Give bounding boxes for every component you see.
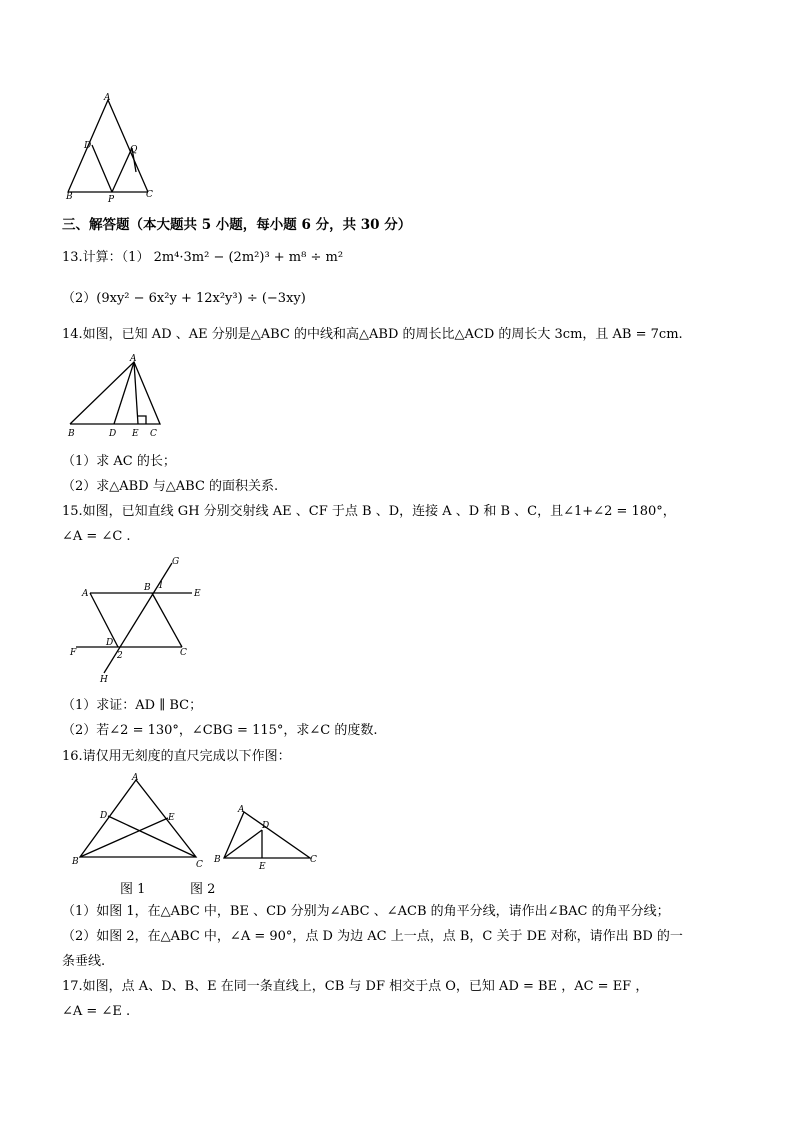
fig15-label-2: 2 (117, 651, 123, 661)
fig-label-b: B (66, 192, 73, 202)
fig14-label-d: D (109, 429, 117, 439)
fig-label-c: C (146, 190, 153, 200)
q16-sub2b: 条垂线. (62, 954, 106, 969)
q16-stem: 16.请仅用无刻度的直尺完成以下作图： (62, 749, 291, 764)
fig15-label-1: 1 (158, 581, 164, 591)
fig16a-label-d: D (100, 811, 108, 821)
fig-label-p: P (108, 195, 115, 205)
q15-sub1: （1）求证：AD ∥ BC； (62, 698, 203, 713)
fig16a-label-c: C (196, 860, 203, 870)
fig16a-label-a: A (132, 773, 139, 783)
fig15-label-d: D (106, 638, 114, 648)
q13-line1: 13.计算：（1） 2m⁴·3m² − (2m²)³ + m⁸ ÷ m² (62, 250, 344, 265)
figure-q16-2 (210, 800, 325, 872)
fig-label-d: D (84, 141, 92, 151)
q15-sub2: （2）若∠2 = 130°，∠CBG = 115°，求∠C 的度数. (62, 723, 378, 738)
fig-label-q: Q (130, 145, 138, 155)
figure-q14 (64, 352, 174, 440)
q17-stem1: 17.如图，点 A、D、B、E 在同一条直线上，CB 与 DF 相交于点 O，已知 AD = BE ，AC = EF ， (62, 979, 649, 994)
q17-stem2: ∠A = ∠E . (62, 1004, 131, 1019)
q15-stem2: ∠A = ∠C . (62, 529, 131, 544)
figure-q16-1 (66, 772, 211, 872)
fig16b-label-e: E (259, 862, 266, 872)
fig15-label-b: B (144, 583, 151, 593)
fig16b-label-c: C (310, 855, 317, 865)
q14-sub1: （1）求 AC 的长； (62, 454, 176, 469)
fig16b-label-d: D (262, 821, 270, 831)
fig14-label-c: C (150, 429, 157, 439)
caption-fig1: 图 1 (120, 882, 146, 897)
fig15-label-g: G (172, 557, 180, 567)
q15-stem1: 15.如图，已知直线 GH 分别交射线 AE 、CF 于点 B 、D，连接 A 、D 和 B 、C，且∠1+∠2 = 180°， (62, 504, 676, 519)
caption-fig2: 图 2 (190, 882, 216, 897)
q14-stem: 14.如图，已知 AD 、AE 分别是△ABC 的中线和高△ABD 的周长比△ACD 的周长大 3cm，且 AB = 7cm. (62, 327, 683, 342)
section-heading: 三、解答题（本大题共 5 小题，每小题 6 分，共 30 分） (62, 217, 412, 233)
fig-label-a: A (104, 93, 111, 103)
fig14-label-a: A (130, 354, 137, 364)
fig15-label-f: F (70, 648, 77, 658)
fig14-label-e: E (132, 429, 139, 439)
q16-sub1: （1）如图 1，在△ABC 中，BE 、CD 分别为∠ABC 、∠ACB 的角平分线，请作出∠BAC 的角平分线； (62, 904, 670, 919)
fig15-label-h: H (100, 675, 108, 685)
figure-q15 (62, 555, 212, 685)
figure-previous-question (60, 90, 170, 205)
fig16b-label-b: B (214, 855, 221, 865)
q14-sub2: （2）求△ABD 与△ABC 的面积关系. (62, 479, 279, 494)
fig15-label-e: E (194, 589, 201, 599)
q13-line2: （2）(9xy² − 6x²y + 12x²y³) ÷ (−3xy) (62, 291, 306, 306)
fig16a-label-b: B (72, 857, 79, 867)
fig15-label-c: C (180, 648, 187, 658)
fig16a-label-e: E (168, 813, 175, 823)
fig14-label-b: B (68, 429, 75, 439)
fig16b-label-a: A (238, 805, 245, 815)
q16-sub2a: （2）如图 2，在△ABC 中，∠A = 90°，点 D 为边 AC 上一点，点 B，C 关于 DE 对称，请作出 BD 的一 (62, 929, 683, 944)
fig15-label-a: A (82, 589, 89, 599)
